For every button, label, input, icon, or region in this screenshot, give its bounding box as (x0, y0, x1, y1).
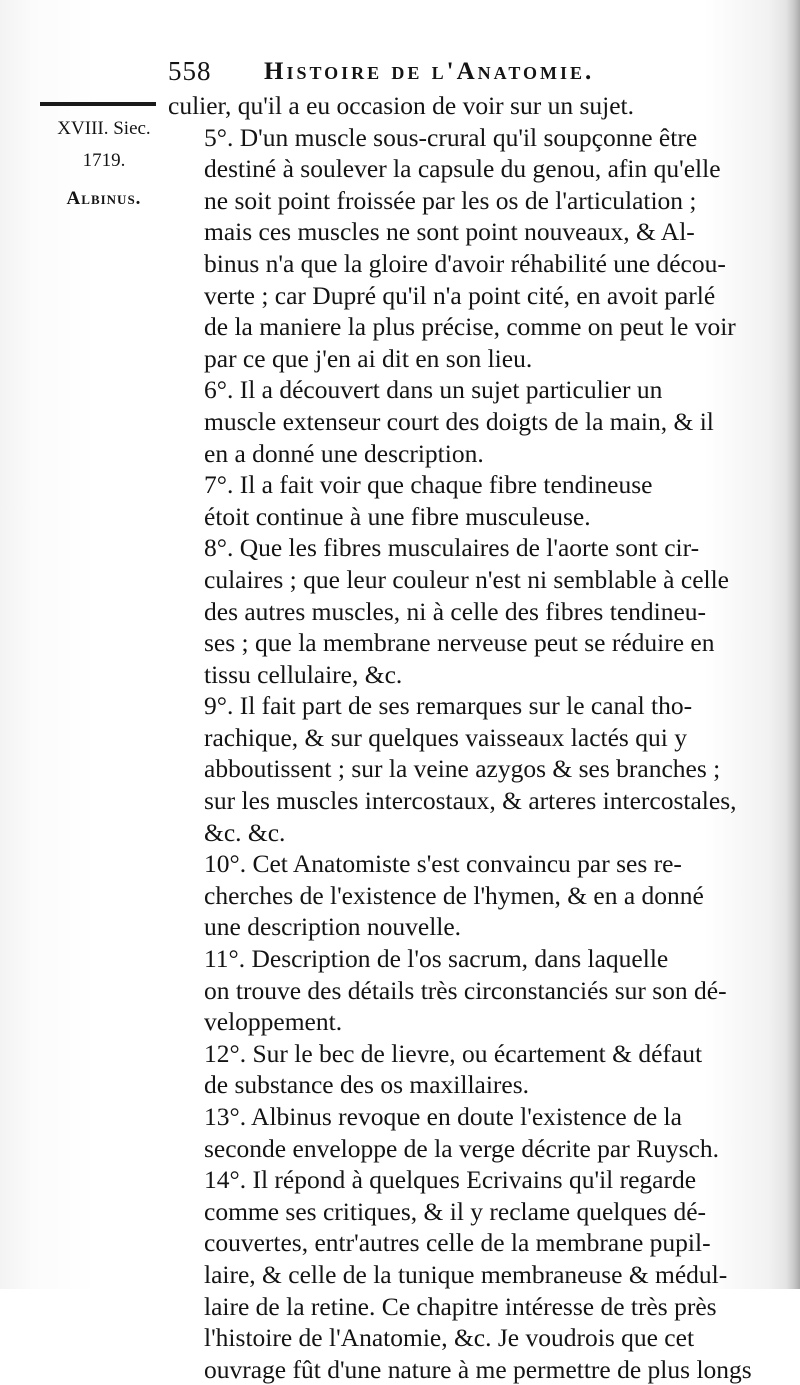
paragraph (168, 374, 758, 469)
text-line: destiné à soulever la capsule du genou, afin qu'elle (204, 154, 721, 184)
paragraph (168, 90, 758, 122)
text-line: 6°. Il a découvert dans un sujet particulier un (204, 375, 663, 405)
paragraph (168, 1038, 758, 1101)
text-line: 12°. Sur le bec de lievre, ou écartement & défaut (204, 1038, 703, 1068)
paragraph (168, 532, 758, 690)
paragraph (168, 848, 758, 943)
margin-century-note: XVIII. Siec. (57, 118, 151, 139)
paragraph (168, 1164, 758, 1385)
text-line: 5°. D'un muscle sous-crural qu'il soupçonne être (204, 122, 698, 152)
text-line: l'histoire de l'Anatomie, &c. Je voudrois que cet (204, 1323, 695, 1353)
text-line: seconde enveloppe de la verge décrite par Ruysch. (204, 1133, 719, 1163)
text-line: abboutissent ; sur la veine azygos & ses branches ; (204, 754, 721, 784)
text-line: 13°. Albinus revoque en doute l'existence de la (204, 1102, 682, 1131)
paragraph (168, 469, 758, 532)
text-line: veloppement. (204, 1007, 343, 1037)
text-line: 11°. Description de l'os sacrum, dans laquelle (204, 944, 669, 974)
text-line: tissu cellulaire, &c. (204, 659, 403, 689)
page-edge-shadow (786, 0, 800, 1289)
text-line: une description nouvelle. (204, 912, 462, 942)
text-line: 8°. Que les fibres musculaires de l'aorte sont cir- (204, 533, 700, 563)
paragraph (168, 122, 758, 375)
running-title: Histoire de l'Anatomie. (264, 58, 595, 85)
text-line: étoit continue à une fibre musculeuse. (204, 501, 591, 531)
text-line: de la maniere la plus précise, comme on peut le voir (204, 312, 736, 342)
text-line: 10°. Cet Anatomiste s'est convaincu par ses re- (204, 849, 682, 879)
page-number: 558 (168, 56, 212, 86)
text-line: des autres muscles, ni à celle des fibres tendineu- (204, 596, 707, 626)
text-line: ses ; que la membrane nerveuse peut se réduire en (204, 628, 715, 658)
text-line: verte ; car Dupré qu'il n'a point cité, en avoit parlé (204, 280, 716, 310)
text-line: sur les muscles intercostaux, & arteres intercostales, (204, 786, 737, 816)
text-line: cherches de l'existence de l'hymen, & en a donné (204, 880, 704, 910)
text-line: muscle extenseur court des doigts de la main, & il (204, 406, 714, 436)
text-line: par ce que j'en ai dit en son lieu. (204, 343, 533, 373)
text-line: rachique, & sur quelques vaisseaux lactés qui y (204, 722, 687, 752)
text-line: culaires ; que leur couleur n'est ni semblable à celle (204, 564, 730, 594)
paragraph (168, 943, 758, 1038)
text-line: 9°. Il fait part de ses remarques sur le canal tho- (204, 691, 693, 721)
text-line: ouvrage fût d'une nature à me permettre de plus longs (204, 1354, 752, 1384)
paragraph (168, 1101, 758, 1164)
text-line: on trouve des détails très circonstanciés sur son dé- (204, 975, 727, 1005)
text-line: &c. &c. (204, 817, 286, 847)
text-line: de substance des os maxillaires. (204, 1070, 530, 1100)
text-line: mais ces muscles ne sont point nouveaux, & Al- (204, 217, 695, 247)
margin-author-note: Albinus. (66, 188, 142, 209)
text-line: culier, qu'il a eu occasion de voir sur un sujet. (168, 91, 634, 120)
text-line: laire de la retine. Ce chapitre intéresse de très près (204, 1291, 717, 1321)
paragraph (168, 690, 758, 848)
text-line: comme ses critiques, & il y reclame quelques dé- (204, 1196, 707, 1226)
text-line: couvertes, entr'autres celle de la membrane pupil- (204, 1228, 711, 1258)
margin-rule (40, 102, 156, 106)
text-line: laire, & celle de la tunique membraneuse & médul- (204, 1259, 728, 1289)
text-line: en a donné une description. (204, 438, 484, 468)
text-line: 14°. Il répond à quelques Ecrivains qu'il regarde (204, 1165, 697, 1195)
margin-year-note: 1719. (82, 150, 126, 171)
text-line: binus n'a que la gloire d'avoir réhabilité une décou- (204, 248, 726, 278)
text-line: ne soit point froissée par les os de l'articulation ; (204, 185, 697, 215)
text-line: 7°. Il a fait voir que chaque fibre tendineuse (204, 470, 653, 500)
body-text (168, 90, 758, 1385)
